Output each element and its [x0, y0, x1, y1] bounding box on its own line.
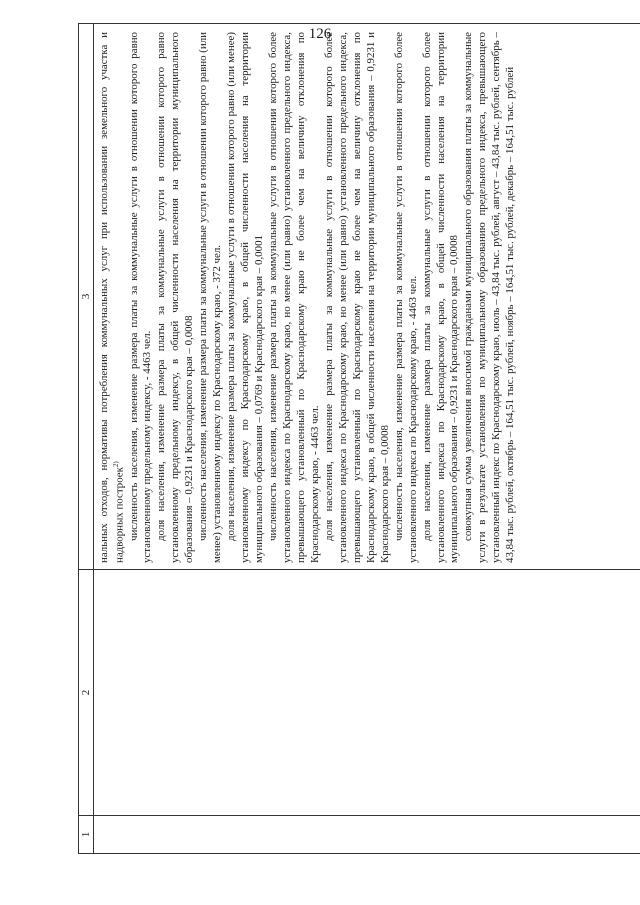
paragraph	[225, 32, 267, 563]
paragraph	[393, 32, 421, 563]
table-row	[94, 24, 640, 854]
paragraph	[197, 32, 225, 563]
paragraph-text: доля населения, изменение размера платы за коммунальные услуги в отношении которого более установленного индекса по Краснодарскому краю, в общей численности населения на территории муниципального образования – 0,9231 и Краснодарского края – 0,0008	[420, 32, 461, 563]
paragraph	[98, 32, 128, 563]
cell-col-3-text	[94, 24, 640, 570]
paragraph	[421, 32, 463, 563]
paragraph-text: нальных отходов, нормативы потребления коммунальных услуг при использовании земельного участка и надворных построек	[98, 32, 126, 563]
cell-col-1	[94, 816, 640, 854]
paragraph-text: численность населения, изменение размера платы за коммунальные услуги в отношении которого более установленного индекса по Краснодарскому краю, - 4463 чел.	[392, 32, 419, 563]
paragraph	[267, 32, 323, 563]
paragraph	[155, 32, 197, 563]
page-number: 126	[308, 26, 332, 42]
paragraph-text: численность населения, изменение размера платы за коммунальные услуги в отношении которого равно установленному предельному индексу, - 4463 чел.	[127, 32, 154, 563]
cell-col-2	[94, 570, 640, 816]
paragraph	[128, 32, 156, 563]
footnote-marker: 2)	[111, 461, 120, 468]
column-number-2: 2	[79, 570, 94, 816]
table-header-row	[79, 24, 94, 854]
paragraph-text: численность населения, изменение размера платы за коммунальные услуги в отношении которого равно (или менее) установленному индексу по Краснодарскому краю, - 372 чел.	[197, 32, 224, 563]
column-number-1: 1	[79, 816, 94, 854]
rotated-table-container	[78, 24, 640, 854]
paragraph-text: доля населения, изменение размера платы за коммунальные услуги в отношении которого равно (или менее) установленному индексу по Краснодарскому краю, в общей численности населения на территории муниципального образования – 0,0769 и Краснодарского края – 0,0001	[225, 32, 266, 563]
column-number-3: 3	[79, 24, 94, 570]
paragraph-text: численность населения, изменение размера платы за коммунальные услуги в отношении которого более установленного индекса по Краснодарскому краю, но менее (или равно) установленного предельного индекса, превышающего установленный по Краснодарскому краю не более чем на величину отклонения по Краснодарскому краю, - 4463 чел.	[267, 32, 321, 563]
document-table	[78, 23, 640, 854]
paragraph-text: доля населения, изменение размера платы за коммунальные услуги в отношении которого равно установленному предельному индексу, в общей численности населения на территории муниципального образования – 0,9231 и Краснодарского края – 0,0008	[155, 32, 196, 563]
paragraph	[462, 32, 518, 563]
paragraph	[323, 32, 393, 563]
paragraph-text: доля населения, изменение размера платы за коммунальные услуги в отношении которого более установленного индекса по Краснодарскому краю, но менее (или равно) установленного предельного индекса, превышающего установленный по Краснодарскому краю не более чем на величину отклонения по Краснодарскому краю, в общей численности населения на территории муниципального образования – 0,9231 и Краснодарского края – 0,0008	[322, 32, 391, 563]
paragraph-text: совокупная сумма увеличения вносимой гражданами муниципального образования платы за коммунальные услуги в результате установления по муниципальному образованию предельного индекса, превышающего установленный индекс по Краснодарскому краю, июль – 43,84 тыс. рублей, август – 43,84 тыс. рублей, сентябрь – 43,84 тыс. рублей, октябрь – 164,51 тыс. рублей, ноябрь – 164,51 тыс. рублей, декабрь – 164,51 тыс. рублей	[462, 32, 517, 563]
